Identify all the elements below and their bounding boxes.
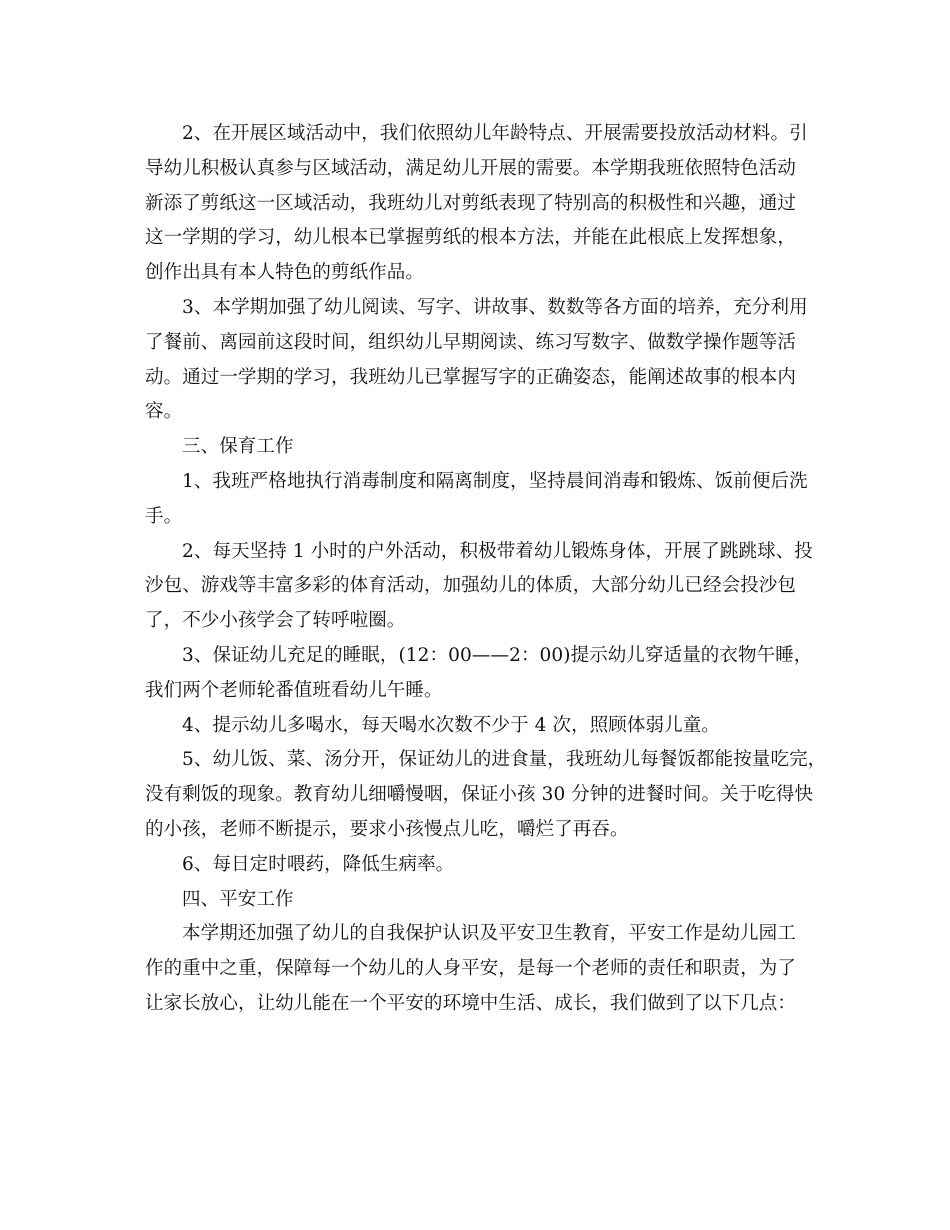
text-line: 动。通过一学期的学习，我班幼儿已掌握写字的正确姿态，能阐述故事的根本内 [145,366,797,388]
text-line: 了，不少小孩学会了转呼啦圈。 [145,610,406,632]
text-line: 这一学期的学习，幼儿根本已掌握剪纸的根本方法，并能在此根底上发挥想象， [145,227,797,249]
text-line: 2、每天坚持 1 小时的户外活动，积极带着幼儿锻炼身体，开展了跳跳球、投 [182,540,813,562]
text-line: 2、在开展区域活动中，我们依照幼儿年龄特点、开展需要投放活动材料。引 [182,123,808,144]
text-line: 创作出具有本人特色的剪纸作品。 [145,262,425,284]
text-line: 1、我班严格地执行消毒制度和隔离制度，坚持晨间消毒和锻炼、饭前便后洗 [182,470,808,492]
text-line: 4、提示幼儿多喝水，每天喝水次数不少于 4 次，照顾体弱儿童。 [182,714,720,736]
text-line: 没有剩饭的现象。教育幼儿细嚼慢咽，保证小孩 30 分钟的进餐时间。关于吃得快 [145,784,814,806]
text-line: 容。 [145,401,183,423]
text-line: 的小孩，老师不断提示，要求小孩慢点儿吃，嚼烂了再吞。 [145,818,629,840]
text-line: 3、本学期加强了幼儿阅读、写字、讲故事、数数等各方面的培养，充分利用 [182,296,808,318]
text-line: 沙包、游戏等丰富多彩的体育活动，加强幼儿的体质，大部分幼儿已经会投沙包 [145,575,797,597]
text-line: 手。 [145,505,183,527]
text-line: 导幼儿积极认真参与区域活动，满足幼儿开展的需要。本学期我班依照特色活动 [145,157,797,179]
text-line: 让家长放心，让幼儿能在一个平安的环境中生活、成长，我们做到了以下几点： [145,992,797,1014]
document-body [145,117,827,1022]
section-heading: 三、保育工作 [182,436,294,458]
section-heading: 四、平安工作 [182,888,294,910]
text-line: 作的重中之重，保障每一个幼儿的人身平安，是每一个老师的责任和职责，为了 [145,958,797,980]
text-line: 了餐前、离园前这段时间，组织幼儿早期阅读、练习写数字、做数学操作题等活 [145,331,797,353]
text-line: 新添了剪纸这一区域活动，我班幼儿对剪纸表现了特别高的积极性和兴趣，通过 [145,192,797,214]
text-line: 6、每日定时喂药，降低生病率。 [182,853,455,875]
text-line: 3、保证幼儿充足的睡眠，(12：00——2：00)提示幼儿穿适量的衣物午睡， [182,644,813,666]
text-line: 5、幼儿饭、菜、汤分开，保证幼儿的进食量，我班幼儿每餐饭都能按量吃完， [182,749,827,771]
text-line: 本学期还加强了幼儿的自我保护认识及平安卫生教育，平安工作是幼儿园工 [182,923,796,945]
text-line: 我们两个老师轮番值班看幼儿午睡。 [145,679,443,701]
